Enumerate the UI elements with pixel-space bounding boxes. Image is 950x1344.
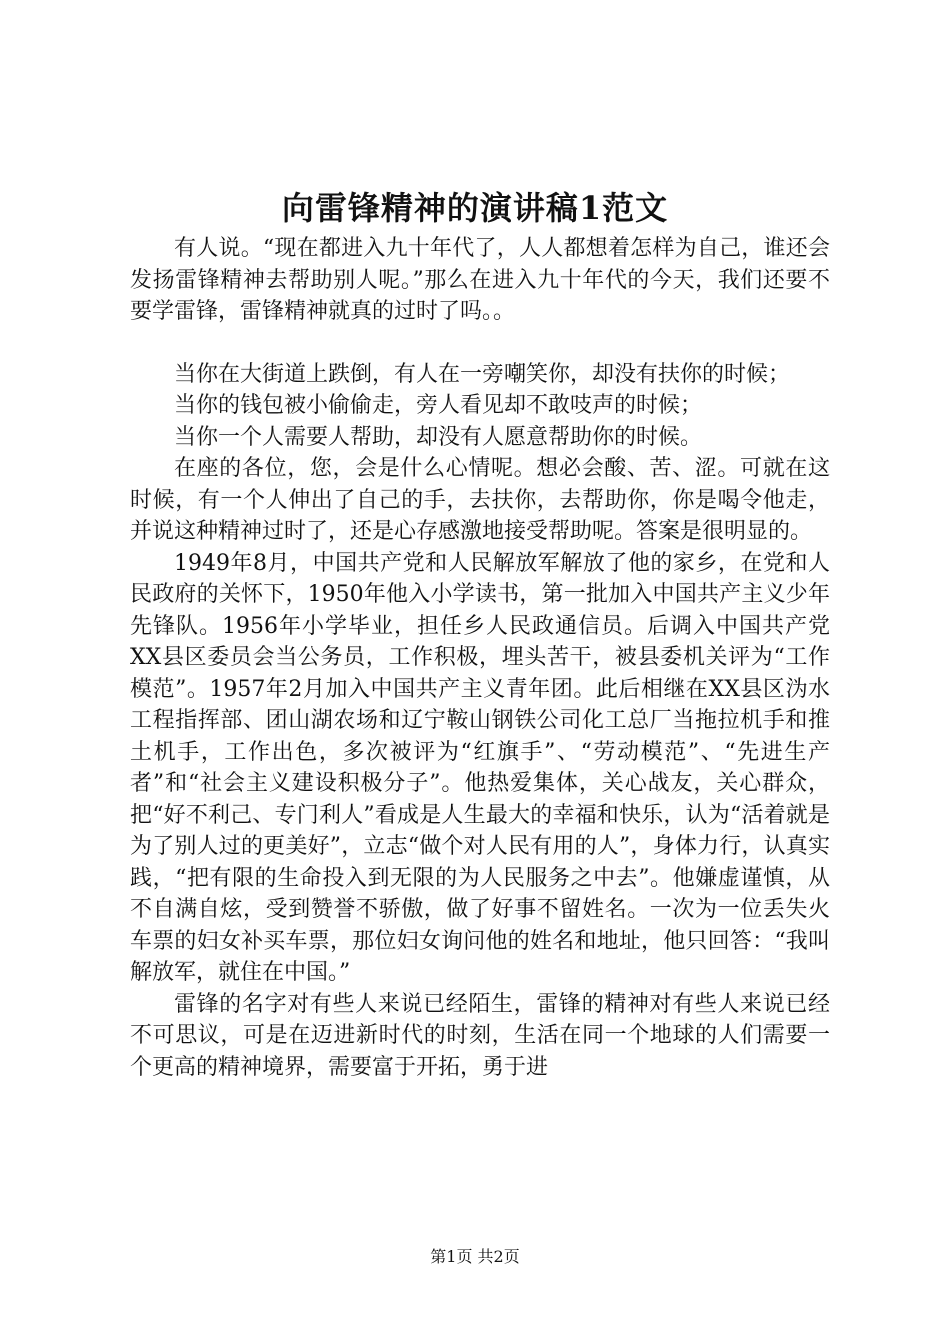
paragraph-help: 当你一个人需要人帮助，却没有人愿意帮助你的时候。 bbox=[174, 424, 703, 450]
paragraph-feelings: 在座的各位，您，会是什么心情呢。想必会酸、苦、涩。可就在这时候，有一个人伸出了自己的手，去扶你，去帮助你，你是喝令他走，并说这种精神过时了，还是心存感激地接受帮助呢。答案是很明显的。 bbox=[130, 456, 830, 544]
paragraph-spirit: 雷锋的名字对有些人来说已经陌生，雷锋的精神对有些人来说已经不可思议，可是在迈进新时代的时刻，生活在同一个地球的人们需要一个更高的精神境界，需要富于开拓，勇于进 bbox=[130, 991, 830, 1080]
blank-line bbox=[130, 328, 830, 359]
paragraph-intro: 有人说。“现在都进入九十年代了，人人都想着怎样为自己，谁还会发扬雷锋精神去帮助别人呢。”那么在进入九十年代的今天，我们还要不要学雷锋，雷锋精神就真的过时了吗。。 bbox=[130, 236, 830, 324]
paragraph-wallet: 当你的钱包被小偷偷走，旁人看见却不敢吱声的时候； bbox=[174, 393, 703, 418]
paragraph-fall: 当你在大街道上跌倒，有人在一旁嘲笑你，却没有扶你的时候； bbox=[174, 361, 791, 387]
document-title: 向雷锋精神的演讲稿1范文 bbox=[281, 189, 669, 227]
page-footer: 第1页 共2页 bbox=[430, 1247, 520, 1266]
document-body bbox=[130, 233, 830, 1083]
paragraph-biography: 1949年8月，中国共产党和人民解放军解放了他的家乡，在党和人民政府的关怀下，1950年他入小学读书，第一批加入中国共产主义少年先锋队。1956年小学毕业，担任乡人民政通信员。后调入中国共产党XX县区委员会当公务员，工作积极，埋头苦干，被县委机关评为“工作模范”。1957年2月加入中国共产主义青年团。此后相继在XX县区沩水工程指挥部、团山湖农场和辽宁鞍山钢铁公司化工总厂当拖拉机手和推土机手，工作出色，多次被评为“红旗手”、“劳动模范”、“先进生产者”和“社会主义建设积极分子”。他热爱集体，关心战友，关心群众，把“好不利己、专门利人”看成是人生最大的幸福和快乐，认为“活着就是为了别人过的更美好”，立志“做个对人民有用的人”，身体力行，认真实践，“把有限的生命投入到无限的为人民服务之中去”。他嫌虚谨慎，从不自满自炫，受到赞誉不骄傲，做了好事不留姓名。一次为一位丢失火车票的妇女补买车票，那位妇女询问他的姓名和地址，他只回答：“我叫解放军，就住在中国。” bbox=[130, 550, 830, 985]
